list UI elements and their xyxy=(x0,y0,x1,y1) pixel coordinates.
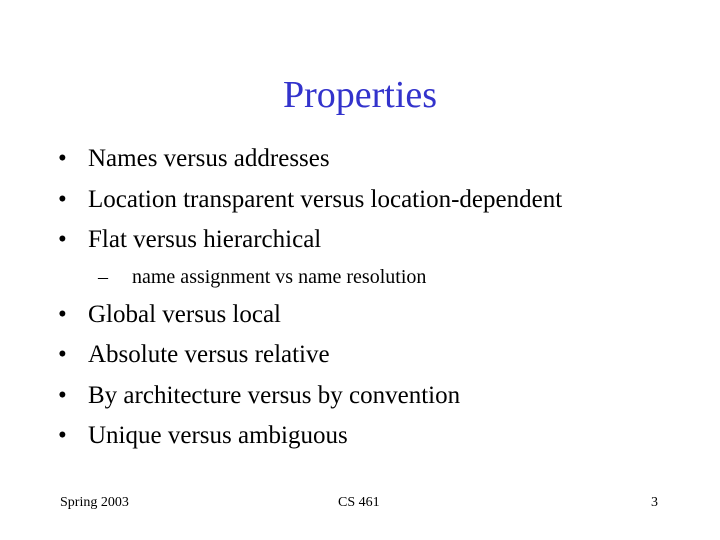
bullet-text: Flat versus hierarchical xyxy=(88,226,322,253)
footer-date: Spring 2003 xyxy=(60,495,129,510)
slide-title: Properties xyxy=(282,74,438,116)
bullet-item xyxy=(58,381,460,411)
bullet-text: Names versus addresses xyxy=(88,145,330,172)
sub-bullet-text: name assignment vs name resolution xyxy=(132,266,427,288)
bullet-marker: • xyxy=(58,382,67,409)
bullet-item xyxy=(58,225,321,255)
sub-bullet-marker: – xyxy=(98,266,108,288)
bullet-marker: • xyxy=(58,422,67,449)
bullet-marker: • xyxy=(58,226,67,253)
bullet-item xyxy=(58,300,281,330)
bullet-text: Unique versus ambiguous xyxy=(88,422,348,449)
bullet-marker: • xyxy=(58,186,67,213)
footer-page-number: 3 xyxy=(651,495,658,510)
bullet-item xyxy=(58,185,562,215)
bullet-marker: • xyxy=(58,301,67,328)
bullet-text: By architecture versus by convention xyxy=(88,382,461,409)
footer-course: CS 461 xyxy=(338,495,380,510)
bullet-text: Global versus local xyxy=(88,301,282,328)
bullet-marker: • xyxy=(58,341,67,368)
bullet-marker: • xyxy=(58,145,67,172)
bullet-text: Location transparent versus location-dependent xyxy=(88,186,563,213)
bullet-item xyxy=(58,144,330,174)
bullet-item xyxy=(58,421,348,451)
sub-bullet-item xyxy=(98,265,426,289)
bullet-item xyxy=(58,340,330,370)
bullet-text: Absolute versus relative xyxy=(88,341,330,368)
